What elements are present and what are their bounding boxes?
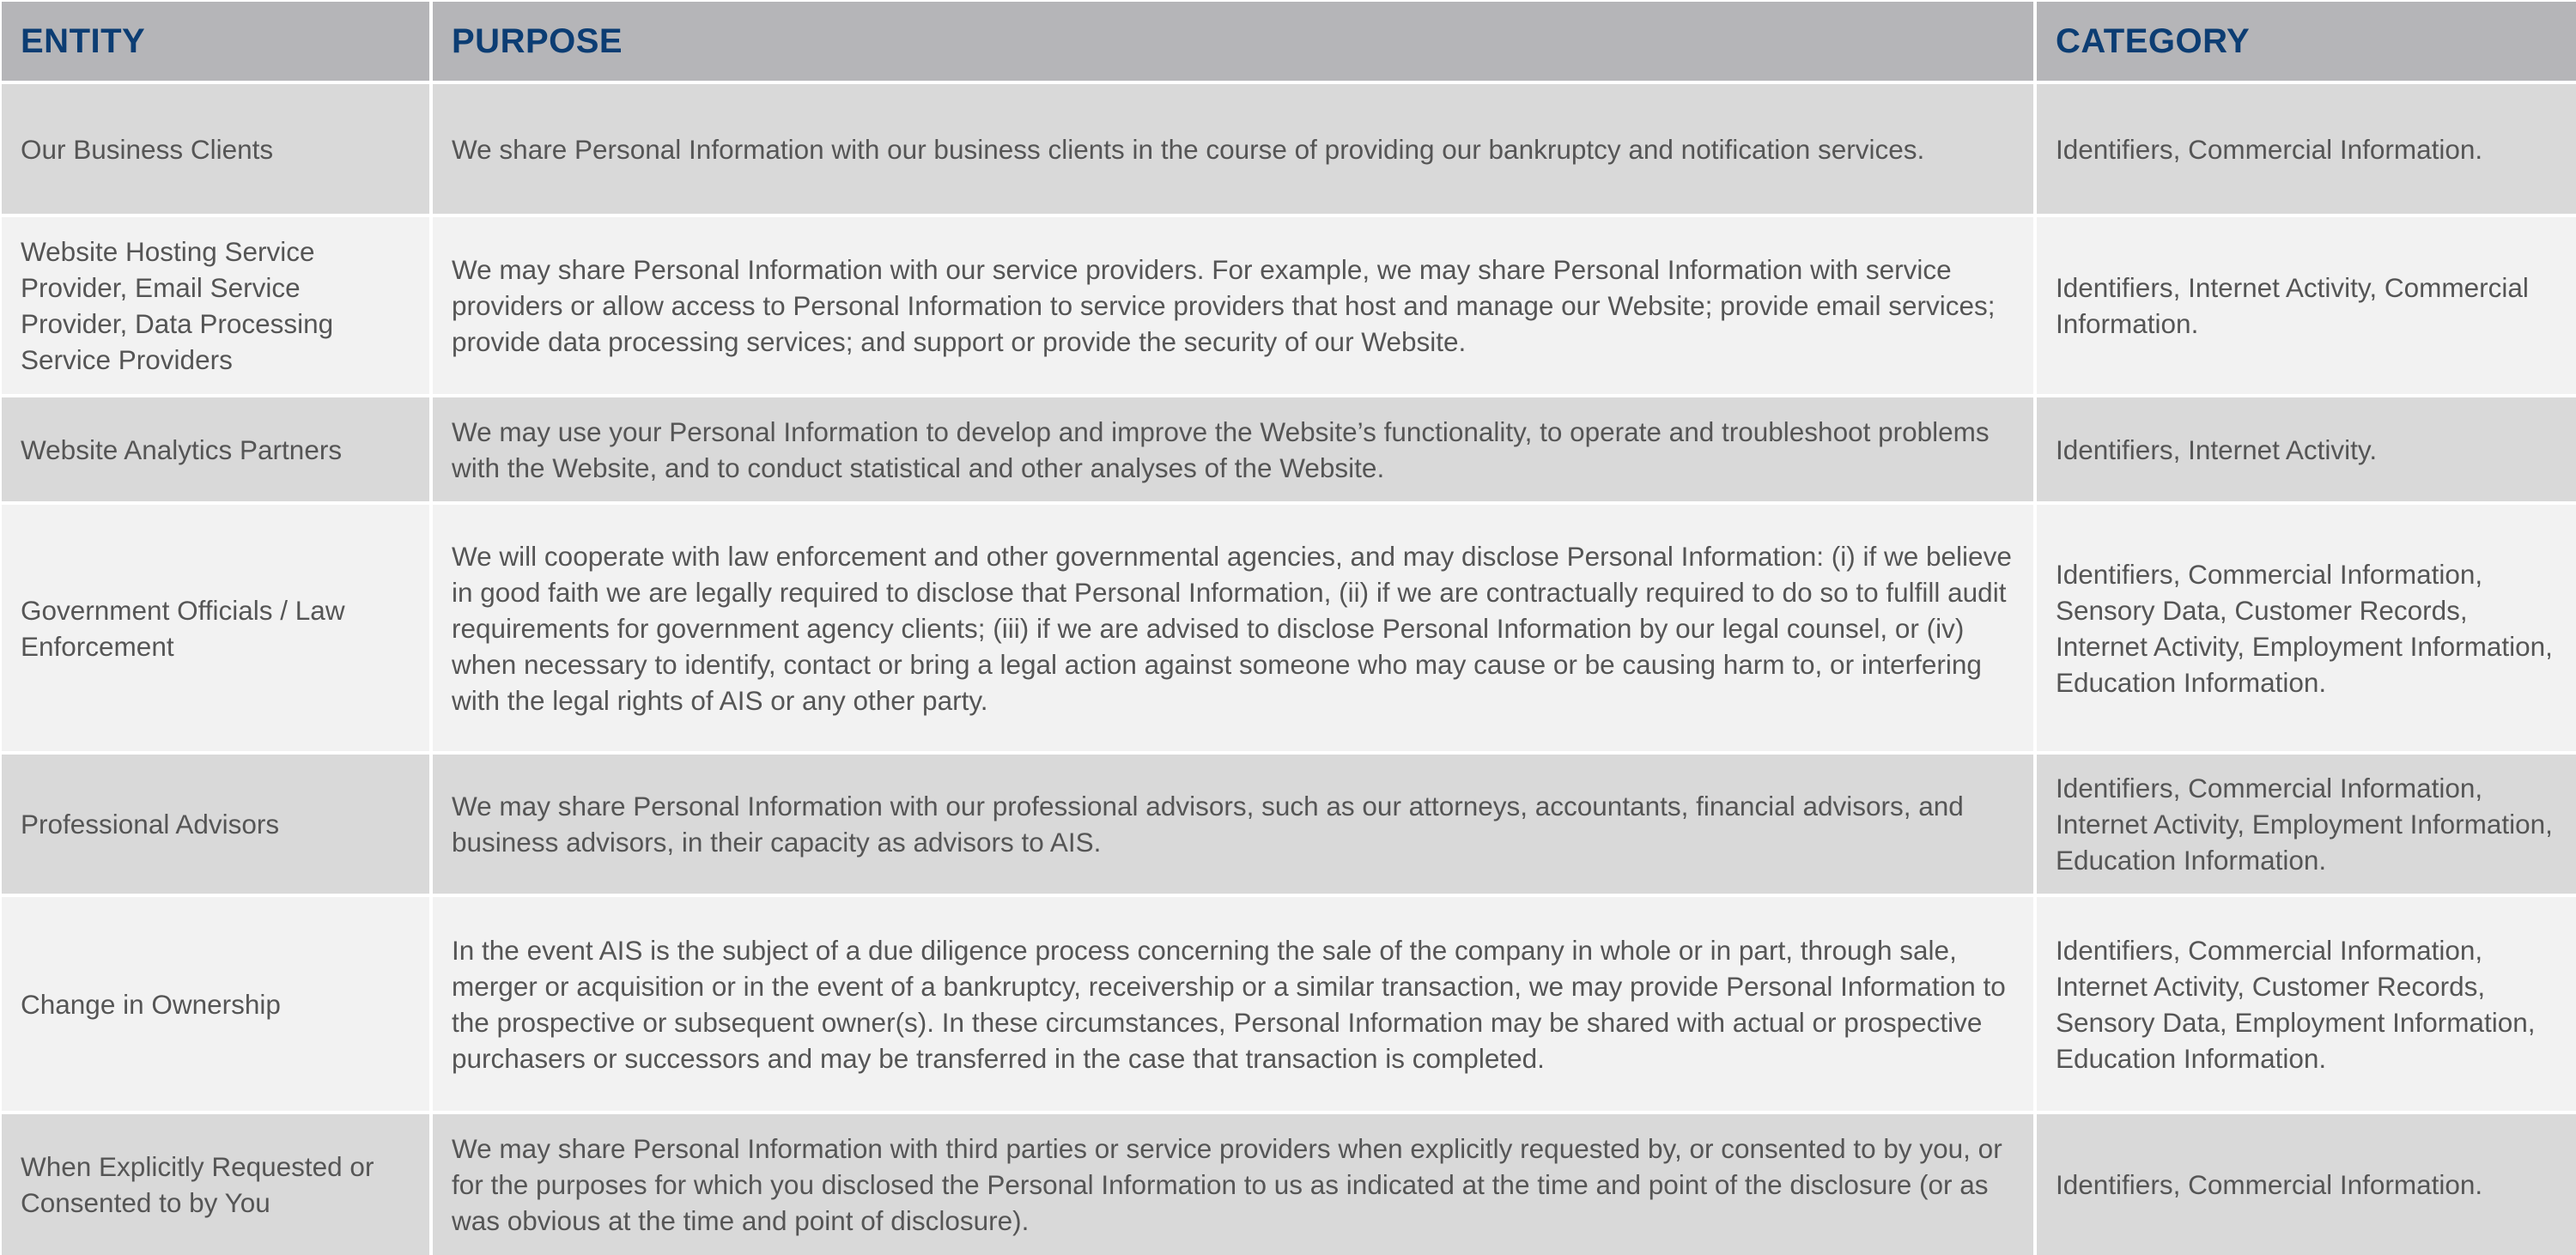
category-cell: Identifiers, Commercial Information, Internet Activity, Customer Records, Sensory Data, Employment Information, Education Information. — [2037, 897, 2576, 1111]
category-cell: Identifiers, Internet Activity. — [2037, 397, 2576, 501]
category-cell: Identifiers, Commercial Information, Internet Activity, Employment Information, Education Information. — [2037, 755, 2576, 894]
category-cell: Identifiers, Commercial Information, Sensory Data, Customer Records, Internet Activity, Employment Information, Education Information. — [2037, 505, 2576, 751]
category-cell: Identifiers, Internet Activity, Commercial Information. — [2037, 217, 2576, 394]
category-cell: Identifiers, Commercial Information. — [2037, 84, 2576, 214]
entity-cell: Professional Advisors — [2, 755, 429, 894]
entity-cell: Government Officials / Law Enforcement — [2, 505, 429, 751]
header-purpose: PURPOSE — [433, 2, 2033, 81]
entity-cell: Website Hosting Service Provider, Email Service Provider, Data Processing Service Providers — [2, 217, 429, 394]
purpose-cell: We may share Personal Information with our service providers. For example, we may share Personal Information with service providers or allow access to Personal Information to service providers that host and manage our Website; provide email services; provide data processing services; and support or provide the security of our Website. — [433, 217, 2033, 394]
header-entity: ENTITY — [2, 2, 429, 81]
purpose-cell: We may share Personal Information with our professional advisors, such as our attorneys, accountants, financial advisors, and business advisors, in their capacity as advisors to AIS. — [433, 755, 2033, 894]
entity-cell: Website Analytics Partners — [2, 397, 429, 501]
entity-cell: When Explicitly Requested or Consented to by You — [2, 1114, 429, 1255]
entity-cell: Our Business Clients — [2, 84, 429, 214]
purpose-cell: We share Personal Information with our business clients in the course of providing our bankruptcy and notification services. — [433, 84, 2033, 214]
purpose-cell: We may use your Personal Information to develop and improve the Website’s functionality, to operate and troubleshoot problems with the Website, and to conduct statistical and other analyses of the Website. — [433, 397, 2033, 501]
purpose-cell: In the event AIS is the subject of a due diligence process concerning the sale of the company in whole or in part, through sale, merger or acquisition or in the event of a bankruptcy, receivership or a similar transaction, we may provide Personal Information to the prospective or subsequent owner(s). In these circumstances, Personal Information may be shared with actual or prospective purchasers or successors and may be transferred in the case that transaction is completed. — [433, 897, 2033, 1111]
entity-cell: Change in Ownership — [2, 897, 429, 1111]
purpose-cell: We will cooperate with law enforcement and other governmental agencies, and may disclose Personal Information: (i) if we believe in good faith we are legally required to disclose that Personal Information, (ii) if we are contractually required to do so to fulfill audit requirements for government agency clients; (iii) if we are advised to disclose Personal Information by our legal counsel, or (iv) when necessary to identify, contact or bring a legal action against someone who may cause or be causing harm to, or interfering with the legal rights of AIS or any other party. — [433, 505, 2033, 751]
purpose-cell: We may share Personal Information with third parties or service providers when explicitly requested by, or consented to by you, or for the purposes for which you disclosed the Personal Information to us as indicated at the time and point of the disclosure (or as was obvious at the time and point of disclosure). — [433, 1114, 2033, 1255]
header-category: CATEGORY — [2037, 2, 2576, 81]
category-cell: Identifiers, Commercial Information. — [2037, 1114, 2576, 1255]
